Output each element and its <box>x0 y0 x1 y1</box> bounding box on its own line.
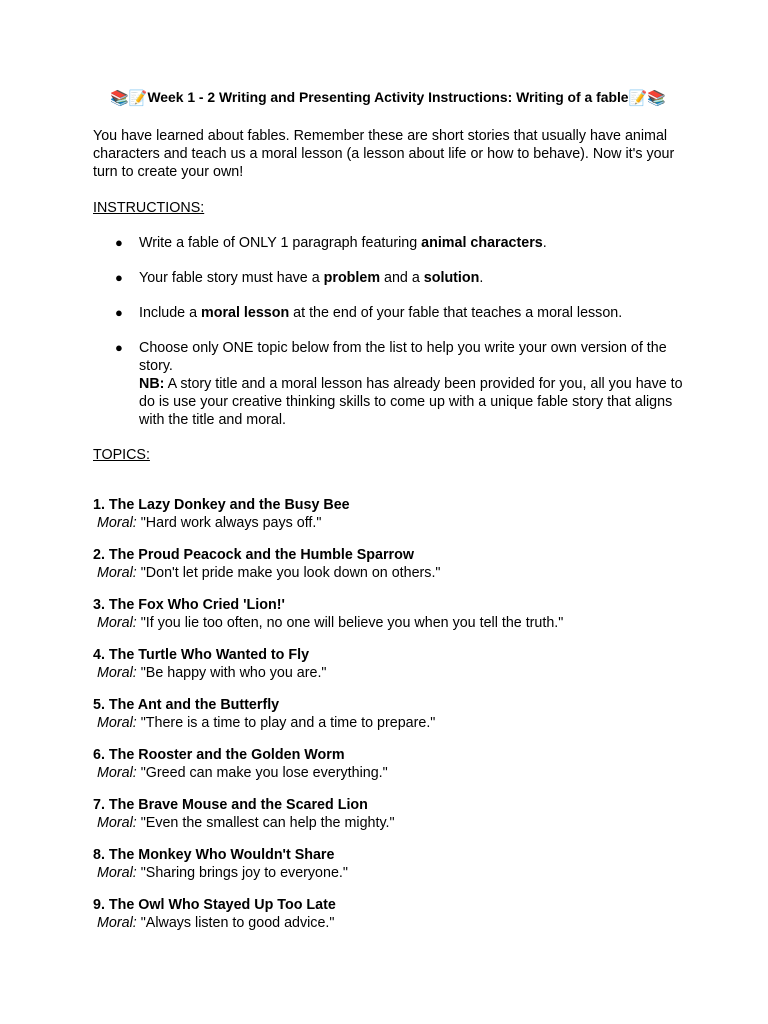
topic-title: 6. The Rooster and the Golden Worm <box>93 747 345 763</box>
instruction-item <box>93 269 683 287</box>
topic-title: 5. The Ant and the Butterfly <box>93 697 280 713</box>
bullet-icon: ● <box>115 235 123 250</box>
instruction-text: . <box>542 235 547 251</box>
topic-moral <box>93 914 683 932</box>
instruction-item <box>93 339 683 429</box>
moral-label: Moral: <box>97 515 137 531</box>
nb-label: NB: <box>139 376 165 392</box>
topic-item <box>93 496 683 532</box>
instruction-text: and a <box>380 270 424 286</box>
moral-label: Moral: <box>97 915 137 931</box>
topic-item <box>93 646 683 682</box>
topic-moral <box>93 614 683 632</box>
instruction-bold: solution <box>423 270 480 286</box>
moral-label: Moral: <box>97 815 137 831</box>
instruction-bold: moral lesson <box>201 305 290 321</box>
moral-label: Moral: <box>97 715 137 731</box>
topic-title: 1. The Lazy Donkey and the Busy Bee <box>93 497 350 513</box>
bullet-icon: ● <box>115 270 123 285</box>
intro-paragraph: You have learned about fables. Remember these are short stories that usually have animal characters and teach us a moral lesson (a lesson about life or how to behave). Now it's your turn to create your own! <box>93 128 675 180</box>
topic-moral <box>93 864 683 882</box>
books-memo-icon: 📚📝 <box>110 90 148 107</box>
instruction-text: Choose only ONE topic below from the list to help you write your own version of the story. <box>139 340 667 374</box>
instructions-list <box>93 234 683 429</box>
instruction-text: at the end of your fable that teaches a moral lesson. <box>289 305 623 321</box>
topic-item <box>93 796 683 832</box>
instructions-heading: INSTRUCTIONS: <box>93 200 205 216</box>
moral-label: Moral: <box>97 665 137 681</box>
moral-text: "Greed can make you lose everything." <box>140 765 388 781</box>
topic-title: 9. The Owl Who Stayed Up Too Late <box>93 897 336 913</box>
topics-list <box>93 496 683 932</box>
instruction-item <box>93 234 683 252</box>
page-title <box>81 88 695 108</box>
moral-label: Moral: <box>97 615 137 631</box>
topic-item <box>93 546 683 582</box>
topic-moral <box>93 814 683 832</box>
topic-item <box>93 696 683 732</box>
instruction-bold: problem <box>323 270 381 286</box>
topic-item <box>93 746 683 782</box>
instruction-text: Write a fable of ONLY 1 paragraph featuring <box>139 235 422 251</box>
topic-moral <box>93 514 683 532</box>
instruction-text: Your fable story must have a <box>139 270 324 286</box>
topic-item <box>93 596 683 632</box>
topic-moral <box>93 564 683 582</box>
document-page <box>93 88 683 946</box>
instruction-text: Include a <box>139 305 201 321</box>
moral-label: Moral: <box>97 565 137 581</box>
moral-text: "Be happy with who you are." <box>140 665 327 681</box>
topics-heading: TOPICS: <box>93 447 150 463</box>
bullet-icon: ● <box>115 340 123 355</box>
moral-text: "If you lie too often, no one will believe you when you tell the truth." <box>140 615 564 631</box>
instruction-text: . <box>479 270 484 286</box>
topic-item <box>93 846 683 882</box>
moral-text: "Even the smallest can help the mighty." <box>140 815 395 831</box>
topic-moral <box>93 714 683 732</box>
moral-label: Moral: <box>97 865 137 881</box>
moral-text: "Don't let pride make you look down on others." <box>140 565 441 581</box>
topic-title: 3. The Fox Who Cried 'Lion!' <box>93 597 285 613</box>
instruction-item <box>93 304 683 322</box>
instruction-bold: animal characters <box>421 235 543 251</box>
topic-moral <box>93 664 683 682</box>
topic-title: 2. The Proud Peacock and the Humble Sparrow <box>93 547 414 563</box>
moral-text: "There is a time to play and a time to prepare." <box>140 715 436 731</box>
topic-moral <box>93 764 683 782</box>
page-title-text: Week 1 - 2 Writing and Presenting Activity Instructions: Writing of a fable <box>147 89 629 105</box>
nb-text: A story title and a moral lesson has already been provided for you, all you have to do is use your creative thinking skills to come up with a unique fable story that aligns with the title and moral. <box>139 376 683 428</box>
moral-text: "Sharing brings joy to everyone." <box>140 865 348 881</box>
topic-title: 4. The Turtle Who Wanted to Fly <box>93 647 310 663</box>
moral-text: "Hard work always pays off." <box>140 515 322 531</box>
topic-item <box>93 896 683 932</box>
memo-books-icon: 📝📚 <box>628 90 666 107</box>
moral-label: Moral: <box>97 765 137 781</box>
topic-title: 7. The Brave Mouse and the Scared Lion <box>93 797 368 813</box>
moral-text: "Always listen to good advice." <box>140 915 335 931</box>
topic-title: 8. The Monkey Who Wouldn't Share <box>93 847 335 863</box>
bullet-icon: ● <box>115 305 123 320</box>
